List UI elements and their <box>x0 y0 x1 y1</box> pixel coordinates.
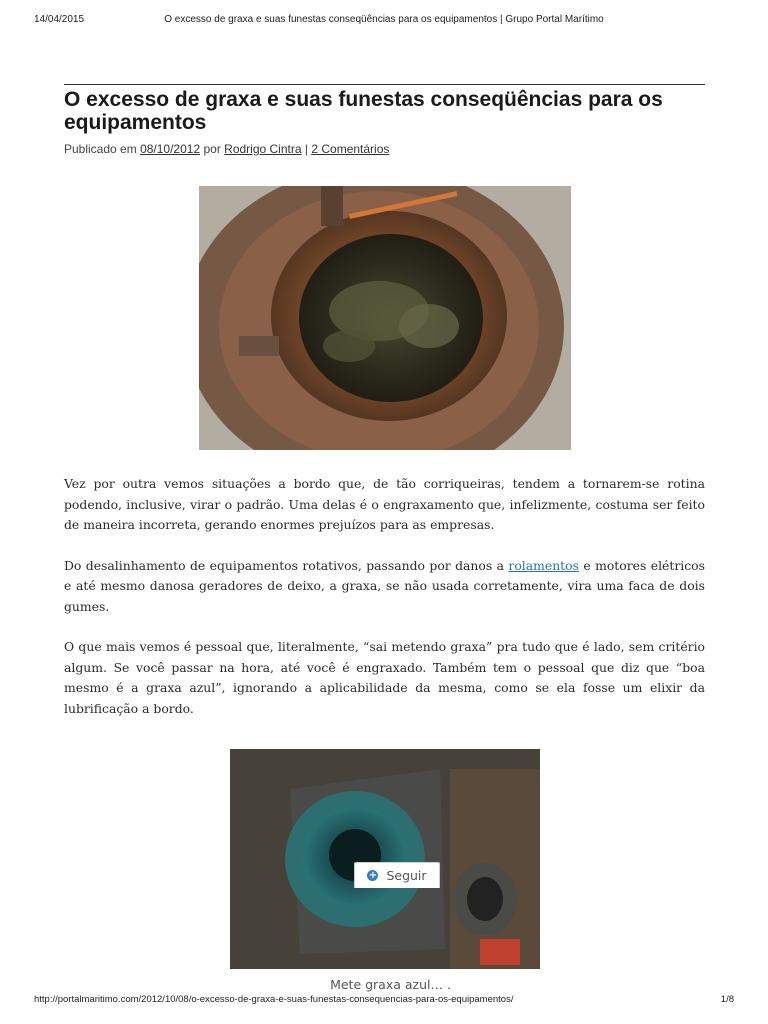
print-header <box>34 14 734 30</box>
comments-link[interactable]: 2 Comentários <box>311 142 390 156</box>
rolamentos-link[interactable]: rolamentos <box>508 557 579 573</box>
plus-circle-icon: + <box>368 870 378 881</box>
published-date-link[interactable]: 08/10/2012 <box>140 142 201 156</box>
paragraph-2 <box>64 556 705 618</box>
blue-grease-photo <box>230 749 540 969</box>
print-url: http://portalmaritimo.com/2012/10/08/o-excesso-de-graxa-e-suas-funestas-consequencias-para-os-equipamentos/ <box>34 994 514 1005</box>
paragraph-3: O que mais vemos é pessoal que, literalmente, “sai metendo graxa” pra tudo que é lado, sem critério algum. Se você passar na hora, até você é engraxado. Também tem o pessoal que diz que “boa mesmo é a graxa azul”, ignorando a aplicabilidade da mesma, como se ela fosse um elixir da lubrificação a bordo. <box>64 639 705 716</box>
author-link[interactable]: Rodrigo Cintra <box>224 142 302 156</box>
paragraph-1: Vez por outra vemos situações a bordo que, de tão corriqueiras, tendem a tornarem-se rotina podendo, inclusive, virar o padrão. Uma delas é o engraxamento que, infelizmente, costuma ser feito de maneira incorreta, gerando enormes prejuízos para as empresas. <box>64 476 705 532</box>
follow-button[interactable] <box>354 862 440 888</box>
title-divider <box>64 84 705 85</box>
meta-separator: | <box>304 142 308 156</box>
by-label: por <box>203 142 221 156</box>
greasy-housing-photo <box>199 186 571 450</box>
page-number: 1/8 <box>720 994 734 1005</box>
print-page-title: O excesso de graxa e suas funestas conseqüências para os equipamentos | Grupo Portal Marítimo <box>164 14 604 25</box>
article-meta <box>64 142 705 156</box>
blue-grease-image <box>230 749 540 969</box>
print-date: 14/04/2015 <box>34 14 85 25</box>
article-title: O excesso de graxa e suas funestas conseqüências para os equipamentos <box>64 88 663 134</box>
published-prefix: Publicado em <box>64 142 137 156</box>
greasy-housing-image <box>199 186 571 450</box>
print-footer <box>34 994 734 1010</box>
follow-label: Seguir <box>386 868 427 883</box>
paragraph-2-start: Do desalinhamento de equipamentos rotativos, passando por danos a <box>64 557 509 573</box>
image-caption: Mete graxa azul… . <box>330 977 451 992</box>
article <box>64 84 705 992</box>
paragraph-2-end: e motores elétricos e até mesmo danosa geradores de deixo, a graxa, se não usada corretamente, vira uma faca de dois gumes. <box>64 557 705 614</box>
